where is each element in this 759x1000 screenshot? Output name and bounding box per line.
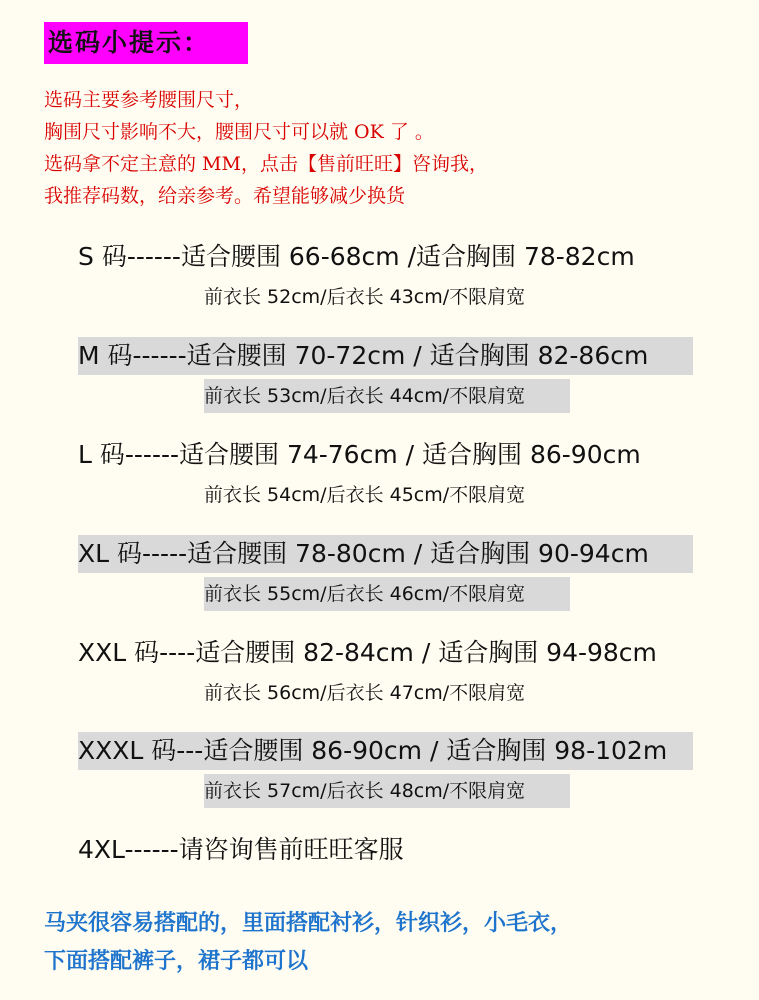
- size-lengths: 前衣长 52cm/后衣长 43cm/不限肩宽: [204, 286, 526, 308]
- intro-text: [44, 84, 734, 212]
- size-row-4xl: 4XL------请咨询售前旺旺客服: [78, 835, 404, 864]
- size-lengths: 前衣长 56cm/后衣长 47cm/不限肩宽: [204, 682, 526, 704]
- footer-line: 下面搭配裤子，裙子都可以: [44, 949, 309, 974]
- size-row-m: [78, 337, 693, 415]
- size-measurements: L 码------适合腰围 74-76cm / 适合胸围 86-90cm: [78, 440, 641, 469]
- size-lengths: 前衣长 53cm/后衣长 44cm/不限肩宽: [204, 379, 570, 413]
- size-measurements: M 码------适合腰围 70-72cm / 适合胸围 82-86cm: [78, 337, 693, 375]
- size-measurements: S 码------适合腰围 66-68cm /适合胸围 78-82cm: [78, 242, 635, 271]
- size-row-xl: [78, 535, 693, 613]
- size-row-xxxl: [78, 732, 693, 810]
- size-lengths: 前衣长 57cm/后衣长 48cm/不限肩宽: [204, 774, 570, 808]
- styling-tip: [44, 905, 744, 981]
- size-measurements: XXXL 码---适合腰围 86-90cm / 适合胸围 98-102m: [78, 732, 693, 770]
- size-row-xxl: [78, 634, 693, 712]
- size-lengths: 前衣长 55cm/后衣长 46cm/不限肩宽: [204, 577, 570, 611]
- tip-badge: 选码小提示：: [44, 22, 248, 64]
- size-measurements: XXL 码----适合腰围 82-84cm / 适合胸围 94-98cm: [78, 638, 657, 667]
- size-lengths: 前衣长 54cm/后衣长 45cm/不限肩宽: [204, 484, 526, 506]
- intro-line: 选码主要参考腰围尺寸，: [44, 89, 254, 111]
- intro-line: 我推荐码数，给亲参考。希望能够减少换货: [44, 185, 406, 207]
- footer-line: 马夹很容易搭配的，里面搭配衬衫，针织衫，小毛衣，: [44, 911, 573, 936]
- intro-line: 胸围尺寸影响不大，腰围尺寸可以就 OK 了 。: [44, 121, 434, 143]
- size-row-s: [78, 238, 693, 316]
- size-measurements: XL 码-----适合腰围 78-80cm / 适合胸围 90-94cm: [78, 535, 693, 573]
- intro-line: 选码拿不定主意的 MM，点击【售前旺旺】咨询我，: [44, 153, 488, 175]
- size-row-l: [78, 436, 693, 514]
